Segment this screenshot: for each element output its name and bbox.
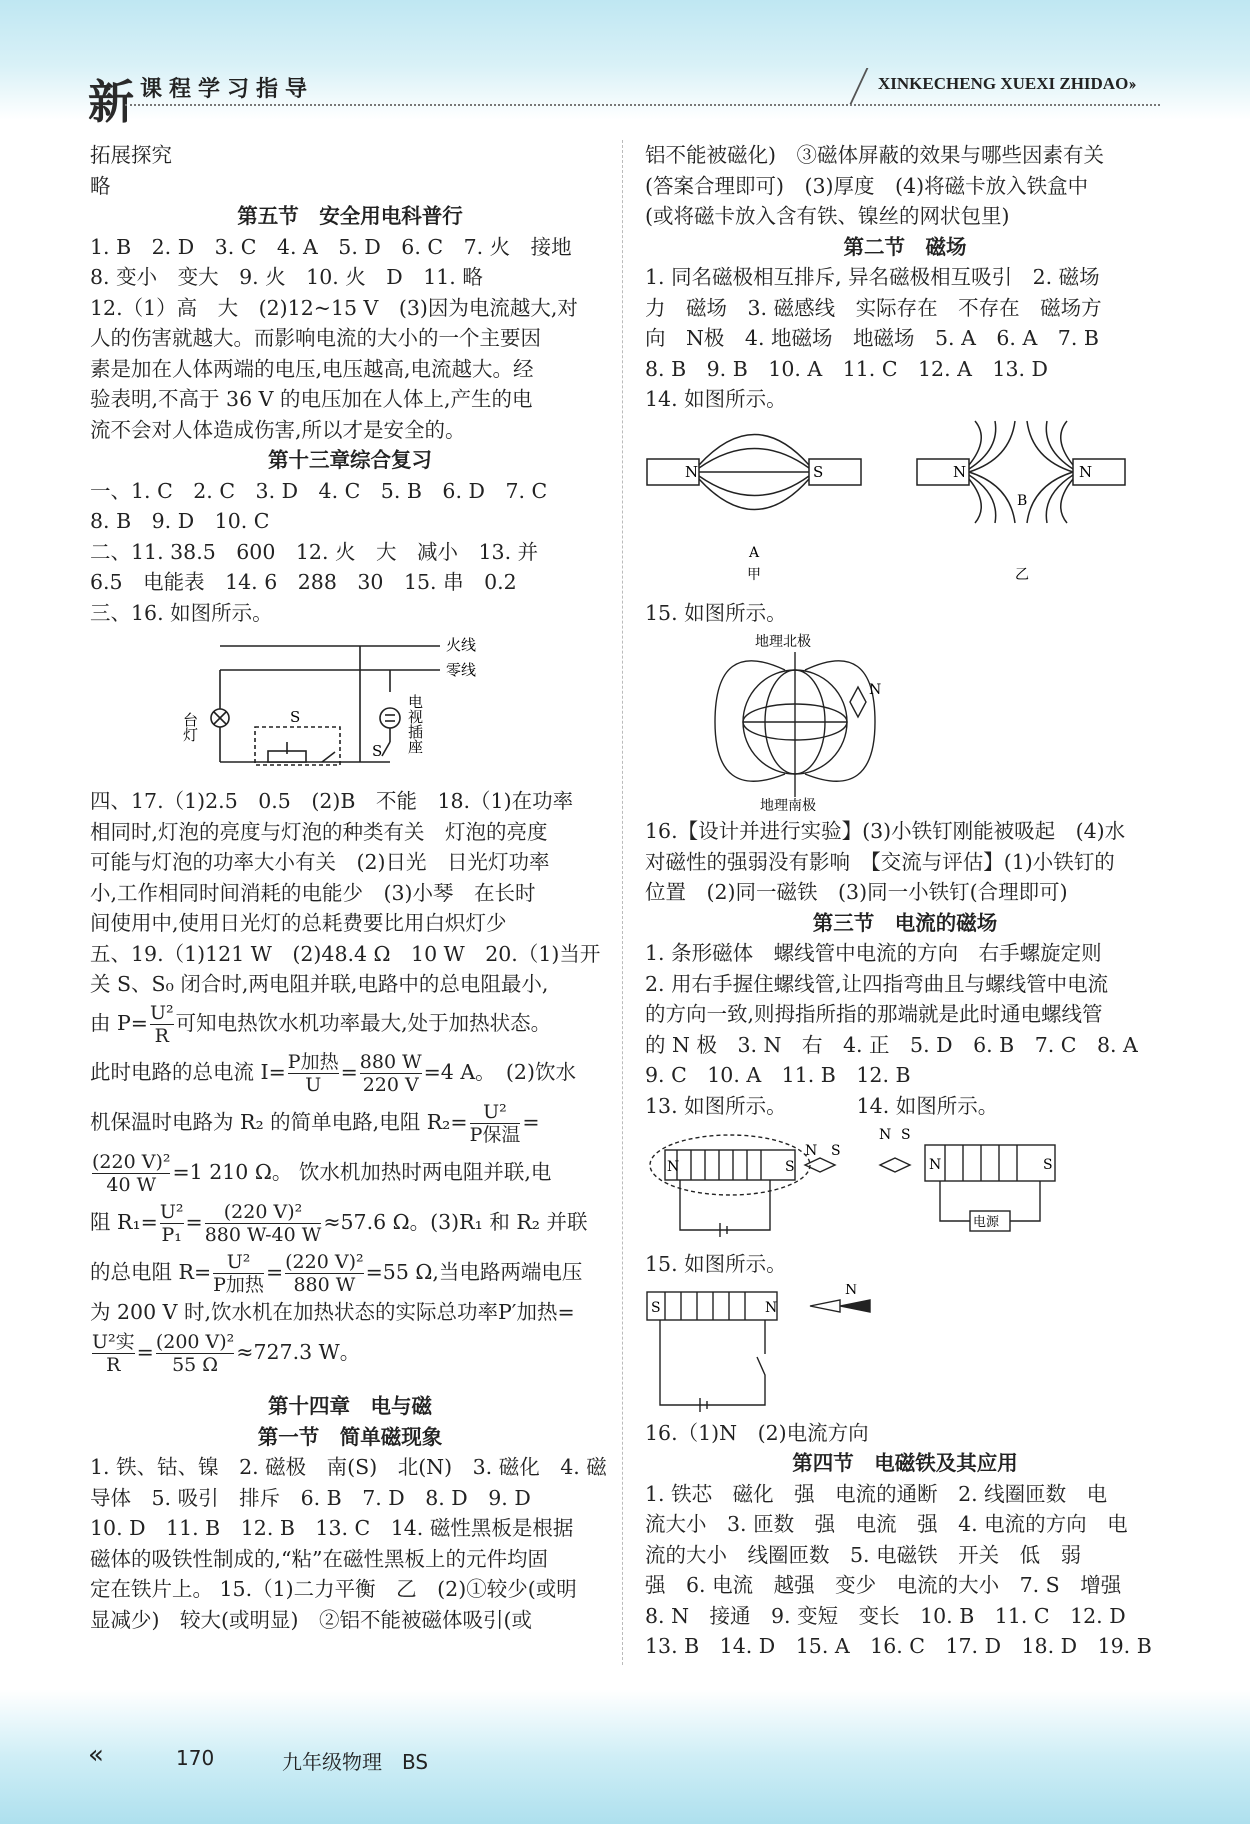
header-logo: 新	[88, 75, 134, 129]
text-line: 验表明,不高于 36 V 的电压加在人体上,产生的电	[90, 387, 533, 411]
text-line: 9. C 10. A 11. B 12. B	[645, 1063, 911, 1087]
text-line: 二、11. 38.5 600 12. 火 大 减小 13. 并	[90, 539, 539, 564]
text-line: 定在铁片上。 15.（1)二力平衡 乙 (2)①较少(或明	[90, 1577, 577, 1601]
label-n: N	[879, 1127, 892, 1143]
text-line: 四、17.（1)2.5 0.5 (2)B 不能 18.（1)在功率	[90, 789, 574, 813]
text-line: 由 P= $\frac{\text{U²}}{R}$ 可知电热饮水机功率最大,处于加热状态。	[90, 1001, 552, 1047]
text-line: 的方向一致,则拇指所指的那端就是此时通电螺线管	[645, 1002, 1103, 1026]
text-line: 8. B 9. D 10. C	[90, 509, 270, 533]
text-line: 1. 铁、钴、镍 2. 磁极 南(S) 北(N) 3. 磁化 4. 磁	[90, 1455, 607, 1479]
text-line: 五、19.（1)121 W (2)48.4 Ω 10 W 20.（1)当开	[90, 941, 601, 966]
label-n: N	[929, 1157, 942, 1173]
section-title: 第一节 简单磁现象	[257, 1424, 443, 1449]
text-line: 流不会对人体造成伤害,所以才是安全的。	[90, 417, 466, 442]
label-jia: 甲	[747, 566, 761, 583]
right-column	[645, 140, 1165, 1662]
header-title: 课程学习指导	[140, 77, 315, 102]
label-n: N	[953, 462, 967, 481]
chapter-title: 第十四章 电与磁	[268, 1394, 432, 1418]
text-line: 2. 用右手握住螺线管,让四指弯曲且与螺线管中电流	[645, 971, 1109, 996]
text-line: 1. 同名磁极相互排斥, 异名磁极相互吸引 2. 磁场	[645, 265, 1100, 289]
label-power: 电源	[973, 1215, 1000, 1230]
section-title: 第十三章综合复习	[268, 448, 432, 472]
text-line: 流大小 3. 匝数 强 电流 强 4. 电流的方向 电	[645, 1512, 1128, 1536]
text-line: 1. B 2. D 3. C 4. A 5. D 6. C 7. 火 接地	[90, 234, 572, 259]
text-line: 三、16. 如图所示。	[90, 600, 273, 625]
text-line: $\frac{\text{(220 V)²}}{40 W}$ =1 210 Ω。 饮水机加热时两电阻并联,电	[92, 1150, 552, 1196]
text-line: (答案合理即可) (3)厚度 (4)将磁卡放入铁盒中	[645, 173, 1089, 198]
text-line: 间使用中,使用日光灯的总耗费要比用白炽灯少	[90, 911, 507, 935]
text-line: 关 S、S₀ 闭合时,两电阻并联,电路中的总电阻最小,	[90, 972, 549, 996]
book-label: 九年级物理 BS	[282, 1750, 429, 1774]
circuit-diagram	[90, 632, 510, 782]
text-line: 导体 5. 吸引 排斥 6. B 7. D 8. D 9. D	[90, 1485, 531, 1510]
text-line: $\frac{\text{U²实}}{R}$ = $\frac{\text{(200 V)²}}{55 \Omega}$ ≈727.3 W。	[92, 1331, 361, 1376]
text-line: 一、1. C 2. C 3. D 4. C 5. B 6. D 7. C	[90, 478, 548, 503]
magnet-field-diagram	[645, 419, 1165, 594]
label-n: N	[869, 682, 882, 698]
text-line: 12.（1）高 大 (2)12~15 V (3)因为电流越大,对	[90, 295, 578, 320]
label-n: N	[1079, 462, 1093, 481]
label-s: S	[831, 1143, 841, 1159]
label-n: N	[805, 1143, 818, 1159]
text-line: 1. 铁芯 磁化 强 电流的通断 2. 线圈匝数 电	[645, 1481, 1108, 1506]
label-yi: 乙	[1015, 566, 1029, 583]
text-line: 13. B 14. D 15. A 16. C 17. D 18. D 19. B	[645, 1634, 1152, 1658]
label-s: S	[1043, 1157, 1053, 1173]
label-geo-north: 地理北极	[755, 634, 811, 650]
text-line: 流的大小 线圈匝数 5. 电磁铁 开关 低 弱	[645, 1542, 1082, 1567]
text-line: 16.（1)N (2)电流方向	[645, 1420, 869, 1445]
label-s: S	[901, 1127, 911, 1143]
label-a: A	[749, 544, 760, 561]
text-line: 为 200 V 时,饮水机在加热状态的实际总功率P′加热=	[90, 1299, 575, 1324]
text-line: 阻 R₁= $\frac{\text{U²}}{\text{P₁}}$ = $\frac{\text{(220 V)²}}{880 W-40 W}$ ≈57.6 Ω。(3)R₁ 和 R₂ 并联	[90, 1200, 588, 1246]
text-line: 8. N 接通 9. 变短 变长 10. B 11. C 12. D	[645, 1603, 1126, 1628]
label-n: N	[765, 1299, 778, 1316]
text-line: 略	[90, 173, 111, 198]
left-column	[90, 140, 610, 1635]
text-line: 8. 变小 变大 9. 火 10. 火 D 11. 略	[90, 265, 483, 289]
text-line: 铝不能被磁化) ③磁体屏蔽的效果与哪些因素有关	[645, 143, 1104, 167]
section-title: 第五节 安全用电科普行	[237, 204, 463, 228]
solenoid-diagrams	[645, 1125, 1165, 1245]
label-tv-socket: 电视插座	[406, 694, 424, 754]
text-line: 拓展探究	[90, 143, 172, 167]
text-line: 8. B 9. B 10. A 11. C 12. A 13. D	[645, 356, 1048, 381]
text-line: 可能与灯泡的功率大小有关 (2)日光 日光灯功率	[90, 850, 550, 874]
label-fire-line: 火线	[446, 636, 477, 654]
header-subtitle: XINKECHENG XUEXI ZHIDAO››	[878, 74, 1134, 93]
label-zero-line: 零线	[446, 661, 477, 679]
text-line: 10. D 11. B 12. B 13. C 14. 磁性黑板是根据	[90, 1516, 574, 1540]
section-title: 第四节 电磁铁及其应用	[792, 1451, 1018, 1475]
label-n: N	[667, 1159, 680, 1175]
text-line: (或将磁卡放入含有铁、镍丝的网状包里)	[645, 204, 1010, 228]
text-line: 15. 如图所示。	[645, 600, 787, 625]
text-line: 向 N极 4. 地磁场 地磁场 5. A 6. A 7. B	[645, 326, 1099, 350]
text-line: 对磁性的强弱没有影响 【交流与评估】(1)小铁钉的	[645, 849, 1115, 874]
label-n: N	[845, 1283, 858, 1298]
header-dotted-rule	[125, 104, 1160, 106]
text-line: 6.5 电能表 14. 6 288 30 15. 串 0.2	[90, 570, 517, 594]
label-s: S	[651, 1299, 661, 1316]
text-line: 强 6. 电流 越强 变少 电流的大小 7. S 增强	[645, 1573, 1122, 1597]
text-line: 此时电路的总电流 I= $\frac{\text{P加热}}{U}$ = $\frac{880 W}{220 V}$ =4 A。 (2)饮水	[90, 1050, 576, 1096]
text-line: 素是加在人体两端的电压,电压越高,电流越大。经	[90, 356, 534, 381]
label-s1: S	[290, 708, 301, 726]
text-line: 13. 如图所示。 14. 如图所示。	[645, 1093, 999, 1118]
label-n: N	[685, 462, 699, 481]
label-s: S	[813, 462, 824, 481]
section-title: 第三节 电流的磁场	[812, 910, 998, 935]
label-lamp: 台灯	[181, 712, 199, 742]
footer-arrows: «	[88, 1740, 104, 1770]
page-number: 170	[176, 1746, 215, 1770]
text-line: 显减少) 较大(或明显) ②铝不能被磁体吸引(或	[90, 1607, 532, 1632]
text-line: 人的伤害就越大。而影响电流的大小的一个主要因	[90, 326, 541, 350]
section-title: 第二节 磁场	[843, 234, 967, 259]
text-line: 16.【设计并进行实验】(3)小铁钉刚能被吸起 (4)水	[645, 819, 1126, 843]
column-divider	[622, 140, 624, 1665]
text-line: 的 N 极 3. N 右 4. 正 5. D 6. B 7. C 8. A	[645, 1032, 1138, 1057]
label-geo-south: 地理南极	[760, 798, 816, 812]
text-line: 磁体的吸铁性制成的,“粘”在磁性黑板上的元件均固	[90, 1546, 548, 1571]
label-s2: S	[372, 742, 383, 760]
text-line: 15. 如图所示。	[645, 1252, 787, 1276]
text-line: 机保温时电路为 R₂ 的简单电路,电阻 R₂= $\frac{\text{U²}}{\text{P保温}}$ =	[90, 1100, 540, 1146]
earth-magnetic-field	[645, 632, 1165, 812]
text-line: 小,工作相同时间消耗的电能少 (3)小琴 在长时	[90, 880, 536, 905]
solenoid-switch-diagram	[645, 1284, 1165, 1414]
text-line: 力 磁场 3. 磁感线 实际存在 不存在 磁场方	[645, 295, 1102, 320]
text-line: 相同时,灯泡的亮度与灯泡的种类有关 灯泡的亮度	[90, 819, 548, 844]
text-line: 位置 (2)同一磁铁 (3)同一小铁钉(合理即可)	[645, 880, 1068, 904]
label-b: B	[1017, 492, 1028, 509]
text-line: 的总电阻 R= $\frac{\text{U²}}{\text{P加热}}$ = $\frac{\text{(220 V)²}}{880 W}$ =55 Ω,当电路两端电压	[90, 1250, 583, 1296]
text-line: 1. 条形磁体 螺线管中电流的方向 右手螺旋定则	[645, 941, 1102, 965]
label-s: S	[785, 1159, 795, 1175]
text-line: 14. 如图所示。	[645, 387, 787, 411]
